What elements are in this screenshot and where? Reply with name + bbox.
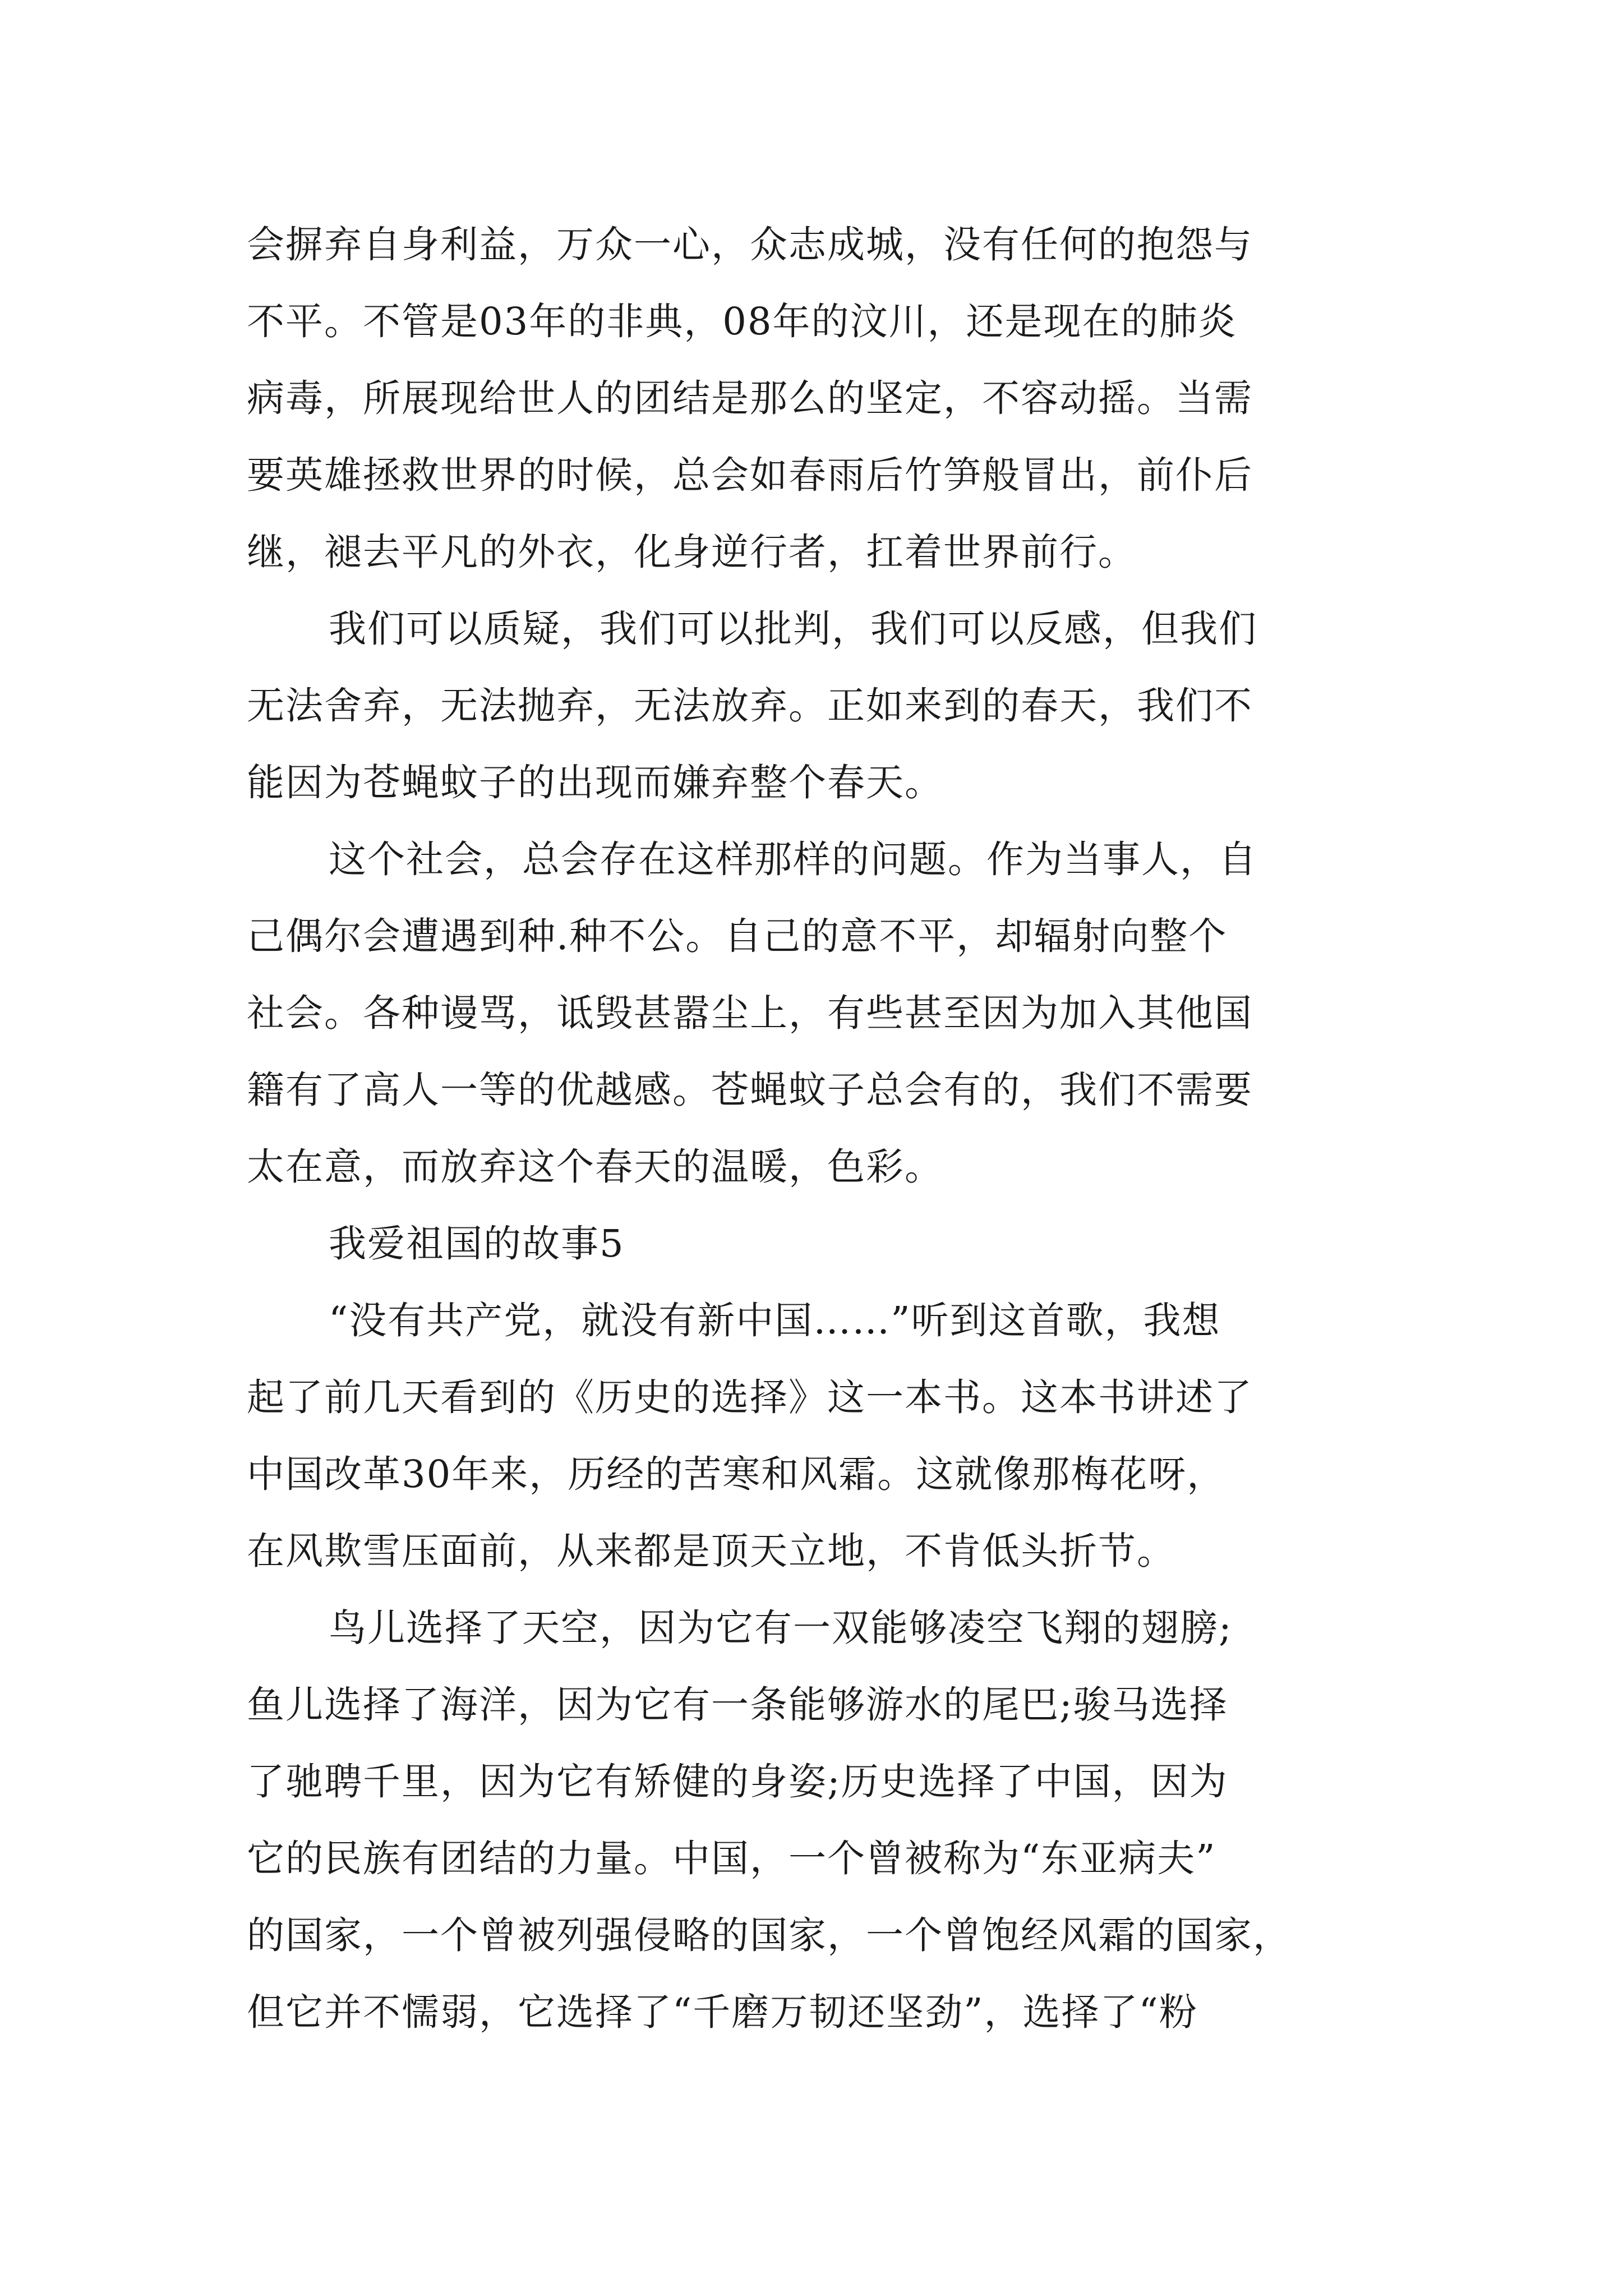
text-line: 中国改革30年来，历经的苦寒和风霜。这就像那梅花呀， (247, 1452, 1226, 1496)
text-line: 起了前几天看到的《历史的选择》这一本书。这本书讲述了 (247, 1375, 1253, 1419)
text-line: 的国家，一个曾被列强侵略的国家，一个曾饱经风霜的国家， (247, 1913, 1292, 1957)
text-line: 太在意，而放弃这个春天的温暖，色彩。 (247, 1145, 943, 1189)
text-line: 社会。各种谩骂，诋毁甚嚣尘上，有些甚至因为加入其他国 (247, 991, 1253, 1035)
section-heading: 我爱祖国的故事5 (329, 1222, 625, 1266)
text-line: 会摒弃自身利益，万众一心，众志成城，没有任何的抱怨与 (247, 223, 1253, 266)
text-line: 但它并不懦弱，它选择了“千磨万韧还坚劲”，选择了“粉 (247, 1990, 1198, 2034)
text-line: 了驰聘千里，因为它有矫健的身姿;历史选择了中国，因为 (247, 1760, 1228, 1803)
paragraph-first-line: “没有共产党，就没有新中国……”听到这首歌，我想 (329, 1299, 1221, 1342)
text-line: 鱼儿选择了海洋，因为它有一条能够游水的尾巴;骏马选择 (247, 1683, 1228, 1727)
text-line: 继，褪去平凡的外衣，化身逆行者，扛着世界前行。 (247, 530, 1137, 574)
text-line: 病毒，所展现给世人的团结是那么的坚定，不容动摇。当需 (247, 376, 1253, 420)
text-line: 在风欺雪压面前，从来都是顶天立地，不肯低头折节。 (247, 1529, 1175, 1573)
text-line: 它的民族有团结的力量。中国，一个曾被称为“东亚病夫” (247, 1837, 1216, 1880)
body-text (247, 206, 1385, 2051)
text-line: 不平。不管是03年的非典，08年的汶川，还是现在的肺炎 (247, 300, 1237, 343)
text-line: 己偶尔会遭遇到种.种不公。自己的意不平，却辐射向整个 (247, 914, 1228, 958)
paragraph-first-line: 鸟儿选择了天空，因为它有一双能够凌空飞翔的翅膀; (329, 1606, 1233, 1650)
text-line: 籍有了高人一等的优越感。苍蝇蚊子总会有的，我们不需要 (247, 1068, 1253, 1112)
text-line: 无法舍弃，无法抛弃，无法放弃。正如来到的春天，我们不 (247, 684, 1253, 728)
paragraph-first-line: 我们可以质疑，我们可以批判，我们可以反感，但我们 (329, 607, 1257, 651)
text-line: 能因为苍蝇蚊子的出现而嫌弃整个春天。 (247, 761, 943, 804)
text-line: 要英雄拯救世界的时候，总会如春雨后竹笋般冒出，前仆后 (247, 453, 1253, 497)
paragraph-first-line: 这个社会，总会存在这样那样的问题。作为当事人，自 (329, 838, 1257, 881)
